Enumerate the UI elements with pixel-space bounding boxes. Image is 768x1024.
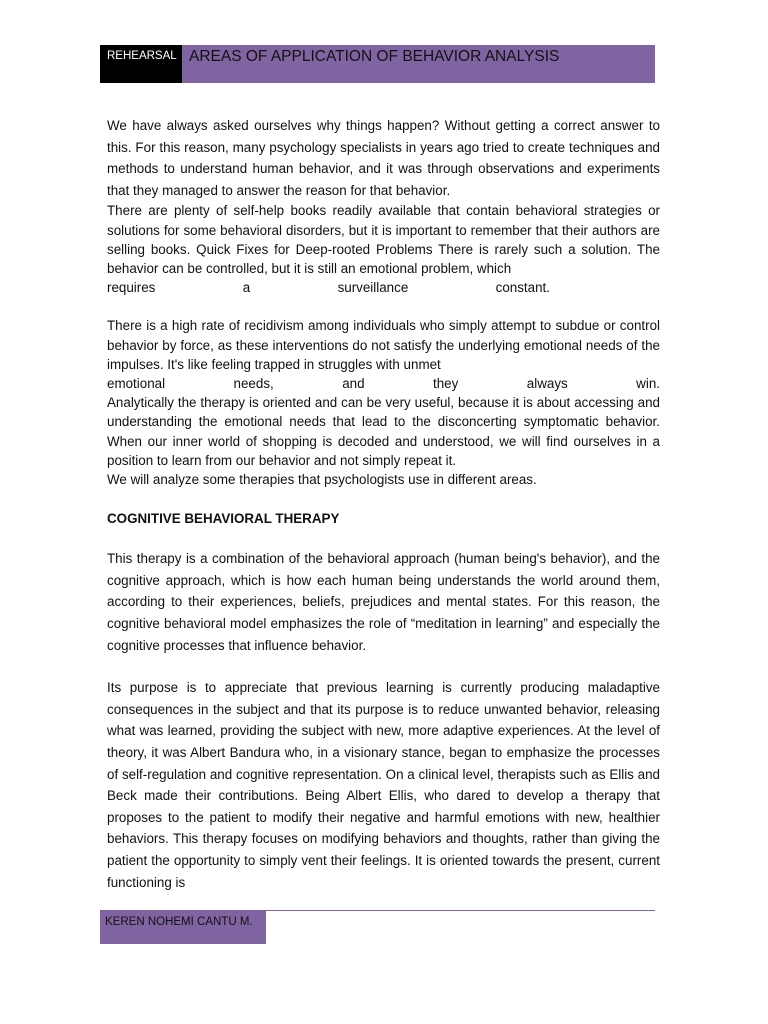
paragraph-self-help-last-line: requires a surveillance constant. — [107, 280, 550, 296]
document-body — [107, 115, 660, 893]
paragraph-recidivism-line: emotional needs, and they always win. — [107, 376, 660, 391]
paragraph-cbt-definition: This therapy is a combination of the behavioral approach (human being's behavior), and the cognitive approach, which is how each human being understands the world around them, according to their experiences, beliefs, prejudices and mental states. For this reason, the cognitive behavioral model emphasizes the role of “meditation in learning” and especially the cognitive processes that influence behavior. — [107, 551, 660, 653]
paragraph-self-help: There are plenty of self-help books readily available that contain behavioral strategies or solutions for some behavioral disorders, but it is important to remember that their authors are selling books. Quick Fixes for Deep-rooted Problems There is rarely such a solution. The behavior can be controlled, but it is still an emotional problem, which — [107, 203, 660, 276]
paragraph-analytic: Analytically the therapy is oriented and can be very useful, because it is about accessing and understanding the emotional needs that lead to the disconcerting symptomatic behavior. When our inner world of shopping is decoded and understood, we will find ourselves in a position to learn from our behavior and not simply repeat it. — [107, 395, 660, 468]
paragraph-cbt-purpose: Its purpose is to appreciate that previous learning is currently producing maladaptive consequences in the subject and that its purpose is to reduce unwanted behavior, releasing what was learned, providing the subject with new, more adaptive experiences. At the level of theory, it was Albert Bandura who, in a visionary stance, began to emphasize the processes of self-regulation and cognitive representation. On a clinical level, therapists such as Ellis and Beck made their contributions. Being Albert Ellis, who dared to develop a therapy that proposes to the patient to modify their negative and harmful emotions with new, healthier behaviors. This therapy focuses on modifying behaviors and thoughts, rather than giving the patient the opportunity to simply vent their feelings. It is oriented towards the present, current functioning is — [107, 680, 660, 890]
page-title: AREAS OF APPLICATION OF BEHAVIOR ANALYSIS — [182, 45, 655, 83]
paragraph-recidivism: There is a high rate of recidivism among individuals who simply attempt to subdue or control behavior by force, as these interventions do not satisfy the underlying emotional needs of the impulses. It's like feeling trapped in struggles with unmet — [107, 318, 660, 372]
section-heading: COGNITIVE BEHAVIORAL THERAPY — [107, 511, 340, 527]
page-header — [100, 45, 655, 83]
paragraph-therapies: We will analyze some therapies that psychologists use in different areas. — [107, 472, 537, 488]
paragraph-intro: We have always asked ourselves why things happen? Without getting a correct answer to this. For this reason, many psychology specialists in years ago tried to create techniques and methods to understand human behavior, and it was through observations and experiments that they managed to answer the reason for that behavior. — [107, 118, 660, 198]
footer-author: KEREN NOHEMI CANTU M. — [100, 911, 266, 944]
header-tag: REHEARSAL — [100, 45, 182, 83]
